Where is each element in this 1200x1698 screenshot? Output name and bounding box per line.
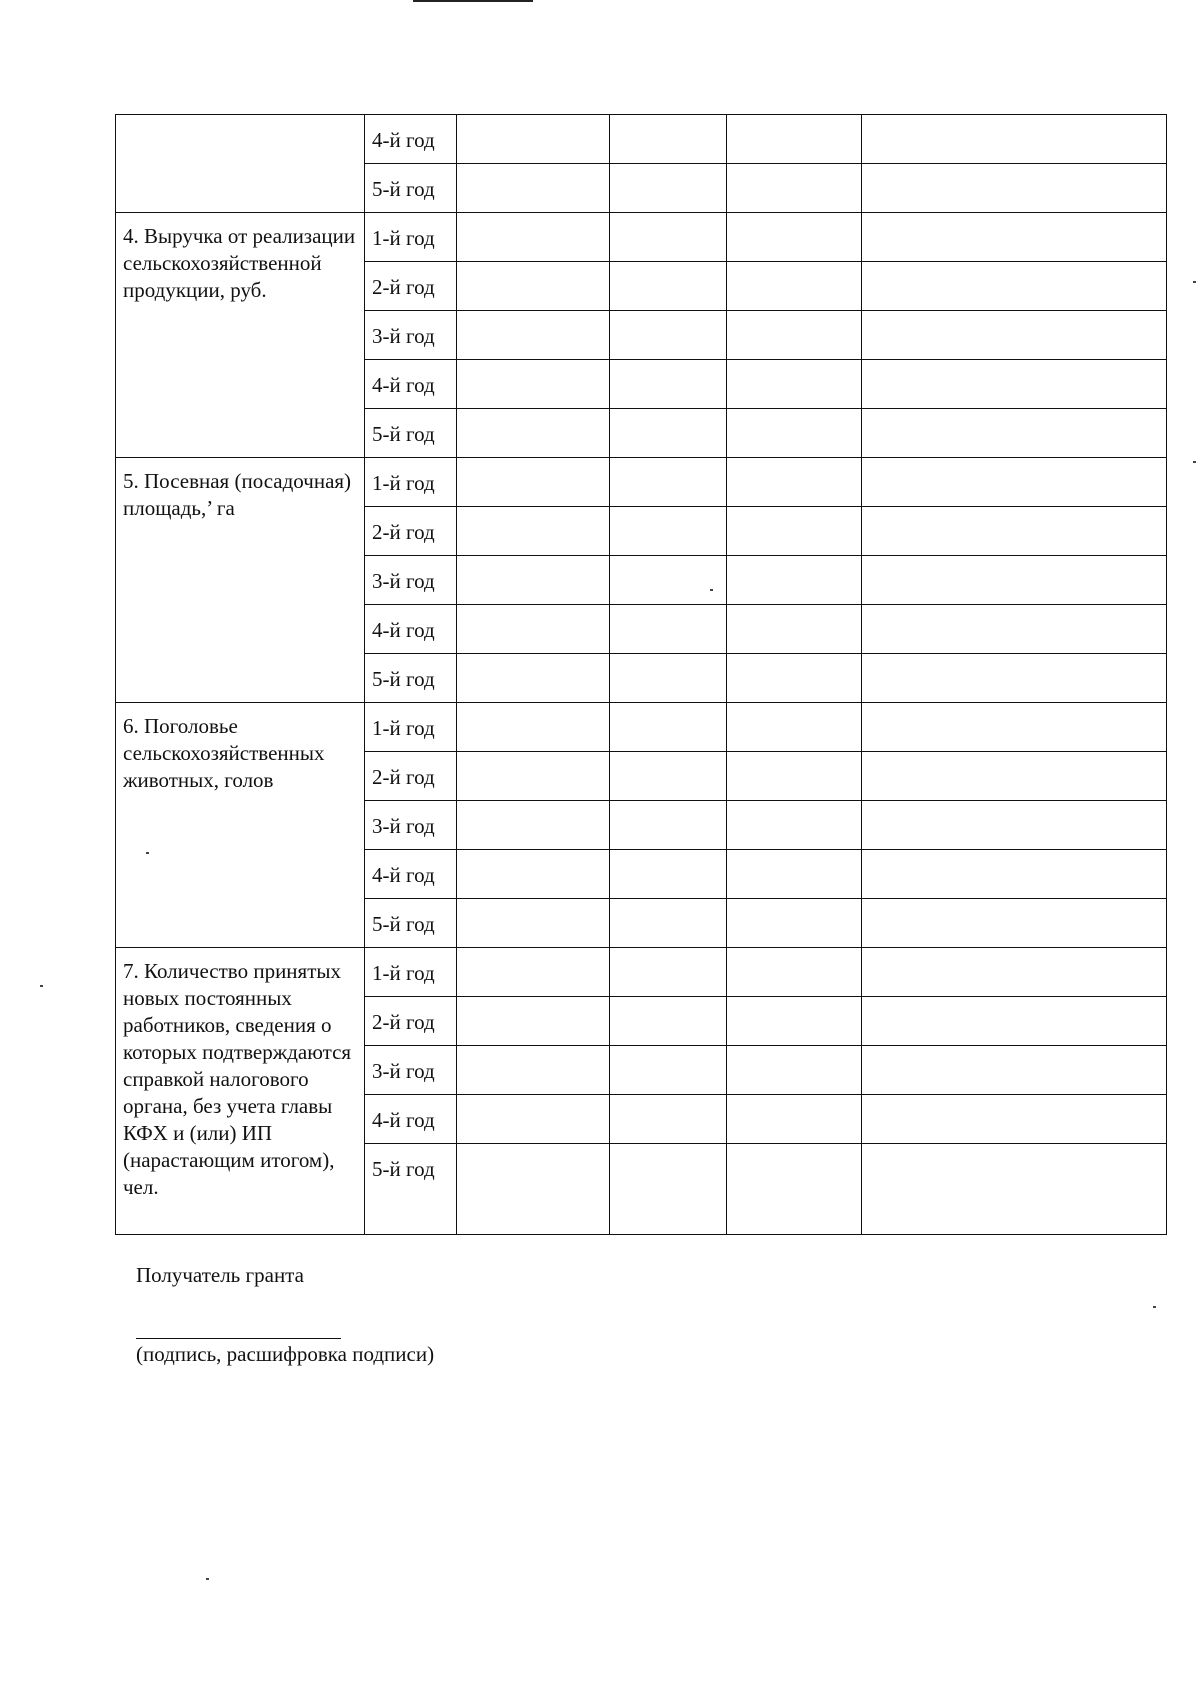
value-cell[interactable] (610, 1095, 727, 1144)
value-cell[interactable] (727, 850, 862, 899)
value-cell[interactable] (610, 213, 727, 262)
value-cell[interactable] (457, 262, 610, 311)
value-cell[interactable] (727, 752, 862, 801)
value-cell[interactable] (727, 899, 862, 948)
value-cell[interactable] (727, 409, 862, 458)
value-cell[interactable] (457, 213, 610, 262)
value-cell[interactable] (457, 654, 610, 703)
value-cell[interactable] (457, 948, 610, 997)
value-cell[interactable] (610, 507, 727, 556)
value-cell[interactable] (457, 507, 610, 556)
table-row (116, 703, 1167, 752)
value-cell[interactable] (727, 507, 862, 556)
value-cell[interactable] (727, 1095, 862, 1144)
value-cell[interactable] (457, 1144, 610, 1235)
value-cell[interactable] (727, 801, 862, 850)
value-cell[interactable] (610, 360, 727, 409)
value-cell[interactable] (610, 409, 727, 458)
value-cell[interactable] (610, 850, 727, 899)
table-row (116, 213, 1167, 262)
value-cell[interactable] (862, 752, 1167, 801)
value-cell[interactable] (457, 997, 610, 1046)
year-cell: 2-й год (365, 752, 457, 801)
value-cell[interactable] (610, 948, 727, 997)
year-cell: 4-й год (365, 605, 457, 654)
year-cell: 5-й год (365, 409, 457, 458)
value-cell[interactable] (610, 1046, 727, 1095)
value-cell[interactable] (727, 556, 862, 605)
value-cell[interactable] (727, 458, 862, 507)
value-cell[interactable] (862, 311, 1167, 360)
scan-speck (1193, 461, 1196, 463)
value-cell[interactable] (727, 703, 862, 752)
value-cell[interactable] (457, 458, 610, 507)
year-cell: 1-й год (365, 458, 457, 507)
year-cell: 4-й год (365, 360, 457, 409)
value-cell[interactable] (727, 311, 862, 360)
value-cell[interactable] (862, 262, 1167, 311)
value-cell[interactable] (610, 997, 727, 1046)
value-cell[interactable] (862, 115, 1167, 164)
year-cell: 5-й год (365, 1144, 457, 1235)
indicator-cell: 6. Поголовье сельскохозяйственных животных, голов (116, 703, 365, 948)
year-cell: 5-й год (365, 899, 457, 948)
value-cell[interactable] (457, 556, 610, 605)
value-cell[interactable] (610, 752, 727, 801)
value-cell[interactable] (610, 654, 727, 703)
value-cell[interactable] (727, 654, 862, 703)
value-cell[interactable] (457, 360, 610, 409)
value-cell[interactable] (457, 409, 610, 458)
scan-speck (710, 589, 713, 591)
value-cell[interactable] (727, 262, 862, 311)
value-cell[interactable] (862, 948, 1167, 997)
indicator-cell: 7. Количество принятых новых постоянных работников, сведения о которых подтверждаются справкой налогового органа, без учета главы КФХ и (или) ИП (нарастающим итогом), чел. (116, 948, 365, 1235)
value-cell[interactable] (457, 311, 610, 360)
scan-speck (40, 985, 43, 987)
year-cell: 1-й год (365, 703, 457, 752)
value-cell[interactable] (862, 409, 1167, 458)
value-cell[interactable] (862, 801, 1167, 850)
year-cell: 1-й год (365, 213, 457, 262)
year-cell: 3-й год (365, 556, 457, 605)
value-cell[interactable] (727, 1144, 862, 1235)
indicator-cell: 5. Посевная (посадочная) площадь,’ га (116, 458, 365, 703)
year-cell: 2-й год (365, 997, 457, 1046)
value-cell[interactable] (862, 458, 1167, 507)
year-cell: 2-й год (365, 507, 457, 556)
year-cell: 3-й год (365, 1046, 457, 1095)
value-cell[interactable] (457, 801, 610, 850)
table-row (116, 458, 1167, 507)
value-cell[interactable] (610, 115, 727, 164)
value-cell[interactable] (457, 850, 610, 899)
value-cell[interactable] (862, 360, 1167, 409)
value-cell[interactable] (610, 556, 727, 605)
signature-line (136, 1338, 341, 1339)
scan-speck (146, 852, 149, 854)
value-cell[interactable] (727, 997, 862, 1046)
value-cell[interactable] (862, 1144, 1167, 1235)
grant-recipient-label: Получатель гранта (136, 1263, 304, 1287)
year-cell: 3-й год (365, 311, 457, 360)
value-cell[interactable] (862, 899, 1167, 948)
value-cell[interactable] (610, 311, 727, 360)
indicators-table (115, 114, 1167, 1235)
value-cell[interactable] (862, 213, 1167, 262)
value-cell[interactable] (457, 605, 610, 654)
value-cell[interactable] (457, 1046, 610, 1095)
value-cell[interactable] (610, 262, 727, 311)
value-cell[interactable] (862, 605, 1167, 654)
value-cell[interactable] (862, 654, 1167, 703)
value-cell[interactable] (610, 458, 727, 507)
value-cell[interactable] (457, 115, 610, 164)
value-cell[interactable] (862, 703, 1167, 752)
value-cell[interactable] (862, 1046, 1167, 1095)
year-cell: 5-й год (365, 654, 457, 703)
year-cell: 4-й год (365, 1095, 457, 1144)
value-cell[interactable] (862, 164, 1167, 213)
value-cell[interactable] (457, 899, 610, 948)
value-cell[interactable] (862, 556, 1167, 605)
value-cell[interactable] (727, 213, 862, 262)
page-top-mark (413, 0, 533, 2)
year-cell: 2-й год (365, 262, 457, 311)
value-cell[interactable] (457, 1095, 610, 1144)
value-cell[interactable] (457, 752, 610, 801)
scan-speck (1193, 281, 1196, 283)
value-cell[interactable] (727, 948, 862, 997)
value-cell[interactable] (610, 801, 727, 850)
value-cell[interactable] (457, 703, 610, 752)
value-cell[interactable] (862, 997, 1167, 1046)
scan-speck (1153, 1306, 1156, 1308)
value-cell[interactable] (457, 164, 610, 213)
indicator-cell: 4. Выручка от реализации сельскохозяйственной продукции, руб. (116, 213, 365, 458)
year-cell: 5-й год (365, 164, 457, 213)
year-cell: 3-й год (365, 801, 457, 850)
value-cell[interactable] (862, 850, 1167, 899)
value-cell[interactable] (727, 1046, 862, 1095)
value-cell[interactable] (727, 115, 862, 164)
indicator-cell (116, 115, 365, 213)
value-cell[interactable] (610, 899, 727, 948)
value-cell[interactable] (862, 1095, 1167, 1144)
value-cell[interactable] (610, 605, 727, 654)
value-cell[interactable] (862, 507, 1167, 556)
value-cell[interactable] (610, 164, 727, 213)
scan-speck (206, 1578, 209, 1580)
year-cell: 4-й год (365, 115, 457, 164)
table-row (116, 948, 1167, 997)
table-row (116, 115, 1167, 164)
value-cell[interactable] (727, 360, 862, 409)
year-cell: 1-й год (365, 948, 457, 997)
value-cell[interactable] (610, 1144, 727, 1235)
signature-caption: (подпись, расшифровка подписи) (136, 1342, 435, 1366)
value-cell[interactable] (610, 703, 727, 752)
value-cell[interactable] (727, 164, 862, 213)
year-cell: 4-й год (365, 850, 457, 899)
indicators-table-body (116, 115, 1167, 1235)
value-cell[interactable] (727, 605, 862, 654)
